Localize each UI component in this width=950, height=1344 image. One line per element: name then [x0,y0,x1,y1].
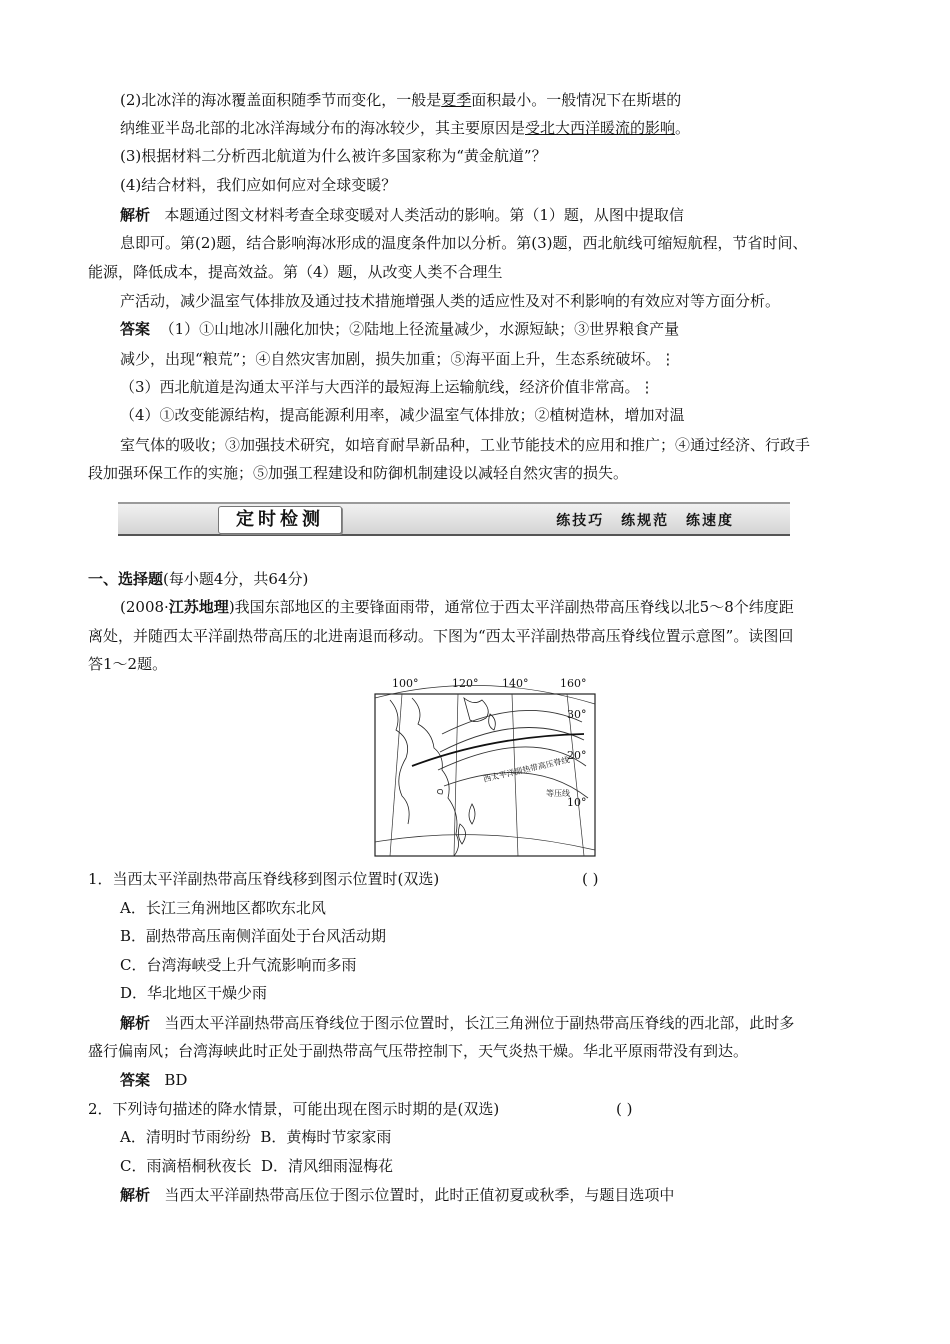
section-banner [118,502,790,536]
answer-underline: 受北大西洋暖流的影响 [525,119,676,137]
answer-label: 答案 [120,1071,151,1089]
line-11: （3）西北航道是沟通太平洋与大西洋的最短海上运输航线，经济价值非常高。⋮ [120,378,655,396]
q1-option-c: C．台湾海峡受上升气流影响而多雨 [120,956,357,974]
line-3: (3)根据材料二分析西北航道为什么被许多国家称为“黄金航道”？ [120,147,547,165]
q1-option-b: B．副热带高压南侧洋面处于台风活动期 [120,927,387,945]
q2-analysis: 解析 当西太平洋副热带高压位于图示位置时，此时正值初夏或秋季，与题目选项中 [120,1186,675,1204]
q1-analysis-line-2: 盛行偏南风；台湾海峡此时正处于副热带高气压带控制下，天气炎热干燥。华北平原雨带没有到达。 [88,1042,749,1060]
q2-answer-bracket: ( ) [616,1100,633,1118]
line-1: (2)北冰洋的海冰覆盖面积随季节而变化，一般是夏季面积最小。一般情况下在斯堪的 [120,91,682,109]
lat-label-30: 30° [567,708,587,721]
coastline [390,698,495,856]
analysis-label: 解析 [120,1014,151,1032]
q1-option-a: A．长江三角洲地区都吹东北风 [120,899,326,917]
q2-stem: 2．下列诗句描述的降水情景，可能出现在图示时期的是(双选) [88,1100,500,1118]
ridge-map-figure [372,674,600,858]
q1-answer-bracket: ( ) [582,870,599,888]
q1-option-d: D．华北地区干燥少雨 [120,984,268,1002]
q2-options-cd: C．雨滴梧桐秋夜长 D．清风细雨湿梅花 [120,1157,394,1175]
answer-paragraph-1: 答案 （1）①山地冰川融化加快；②陆地上径流量减少，水源短缺；③世界粮食产量 [120,320,680,338]
analysis-label: 解析 [120,206,151,224]
lon-label-120: 120° [452,677,479,690]
line-14: 段加强环保工作的实施；⑤加强工程建设和防御机制建设以减轻自然灾害的损失。 [88,464,629,482]
intro-line-2: 离处，并随西太平洋副热带高压的北进南退而移动。下图为“西太平洋副热带高压脊线位置示意图”。读图回 [88,627,794,645]
answer-underline: 夏季 [441,91,472,109]
intro-line-1: (2008·江苏地理)我国东部地区的主要锋面雨带，通常位于西太平洋副热带高压脊线以北5～8个纬度距 [120,598,794,616]
q1-stem: 1．当西太平洋副热带高压脊线移到图示位置时(双选) [88,870,440,888]
ridge-label: 西太平洋副热带高压脊线 [482,755,571,784]
lon-label-160: 160° [560,677,587,690]
line-12: （4）①改变能源结构，提高能源利用率，减少温室气体排放；②植树造林，增加对温 [120,406,685,424]
section-heading: 一、选择题(每小题4分，共64分) [88,570,309,588]
lat-label-10: 10° [567,796,587,809]
line-2: 纳维亚半岛北部的北冰洋海域分布的海冰较少，其主要原因是受北大西洋暖流的影响。 [120,119,691,137]
banner-subtitle: 练技巧 练规范 练速度 [556,513,734,529]
line-13: 室气体的吸收；③加强技术研究，如培育耐旱新品种，工业节能技术的应用和推广；④通过经济、行政手 [120,436,811,454]
lat-label-20: 20° [567,749,587,762]
isobar-label: 等压线 [546,789,570,798]
answer-label: 答案 [120,320,151,338]
line-7: 能源，降低成本，提高效益。第（4）题，从改变人类不合理生 [88,263,503,281]
line-8: 产活动，减少温室气体排放及通过技术措施增强人类的适应性及对不利影响的有效应对等方面分析。 [120,292,781,310]
intro-line-3: 答1～2题。 [88,655,168,673]
line-4: (4)结合材料，我们应如何应对全球变暖？ [120,176,397,194]
analysis-paragraph-1: 解析 本题通过图文材料考查全球变暖对人类活动的影响。第（1）题，从图中提取信 [120,206,684,224]
analysis-label: 解析 [120,1186,151,1204]
line-10: 减少，出现“粮荒”；④自然灾害加剧，损失加重；⑤海平面上升，生态系统破坏。⋮ [120,350,676,368]
line-6: 息即可。第(2)题，结合影响海冰形成的温度条件加以分析。第(3)题，西北航线可缩短航程，节省时间、 [120,234,808,252]
banner-title: 定时检测 [218,506,342,534]
q1-analysis: 解析 当西太平洋副热带高压脊线位于图示位置时，长江三角洲位于副热带高压脊线的西北部，此时多 [120,1014,795,1032]
lon-label-100: 100° [392,677,419,690]
q1-answer: 答案 BD [120,1071,188,1089]
graticule [375,685,595,856]
q2-options-ab: A．清明时节雨纷纷 B．黄梅时节家家雨 [120,1128,392,1146]
lon-label-140: 140° [502,677,529,690]
